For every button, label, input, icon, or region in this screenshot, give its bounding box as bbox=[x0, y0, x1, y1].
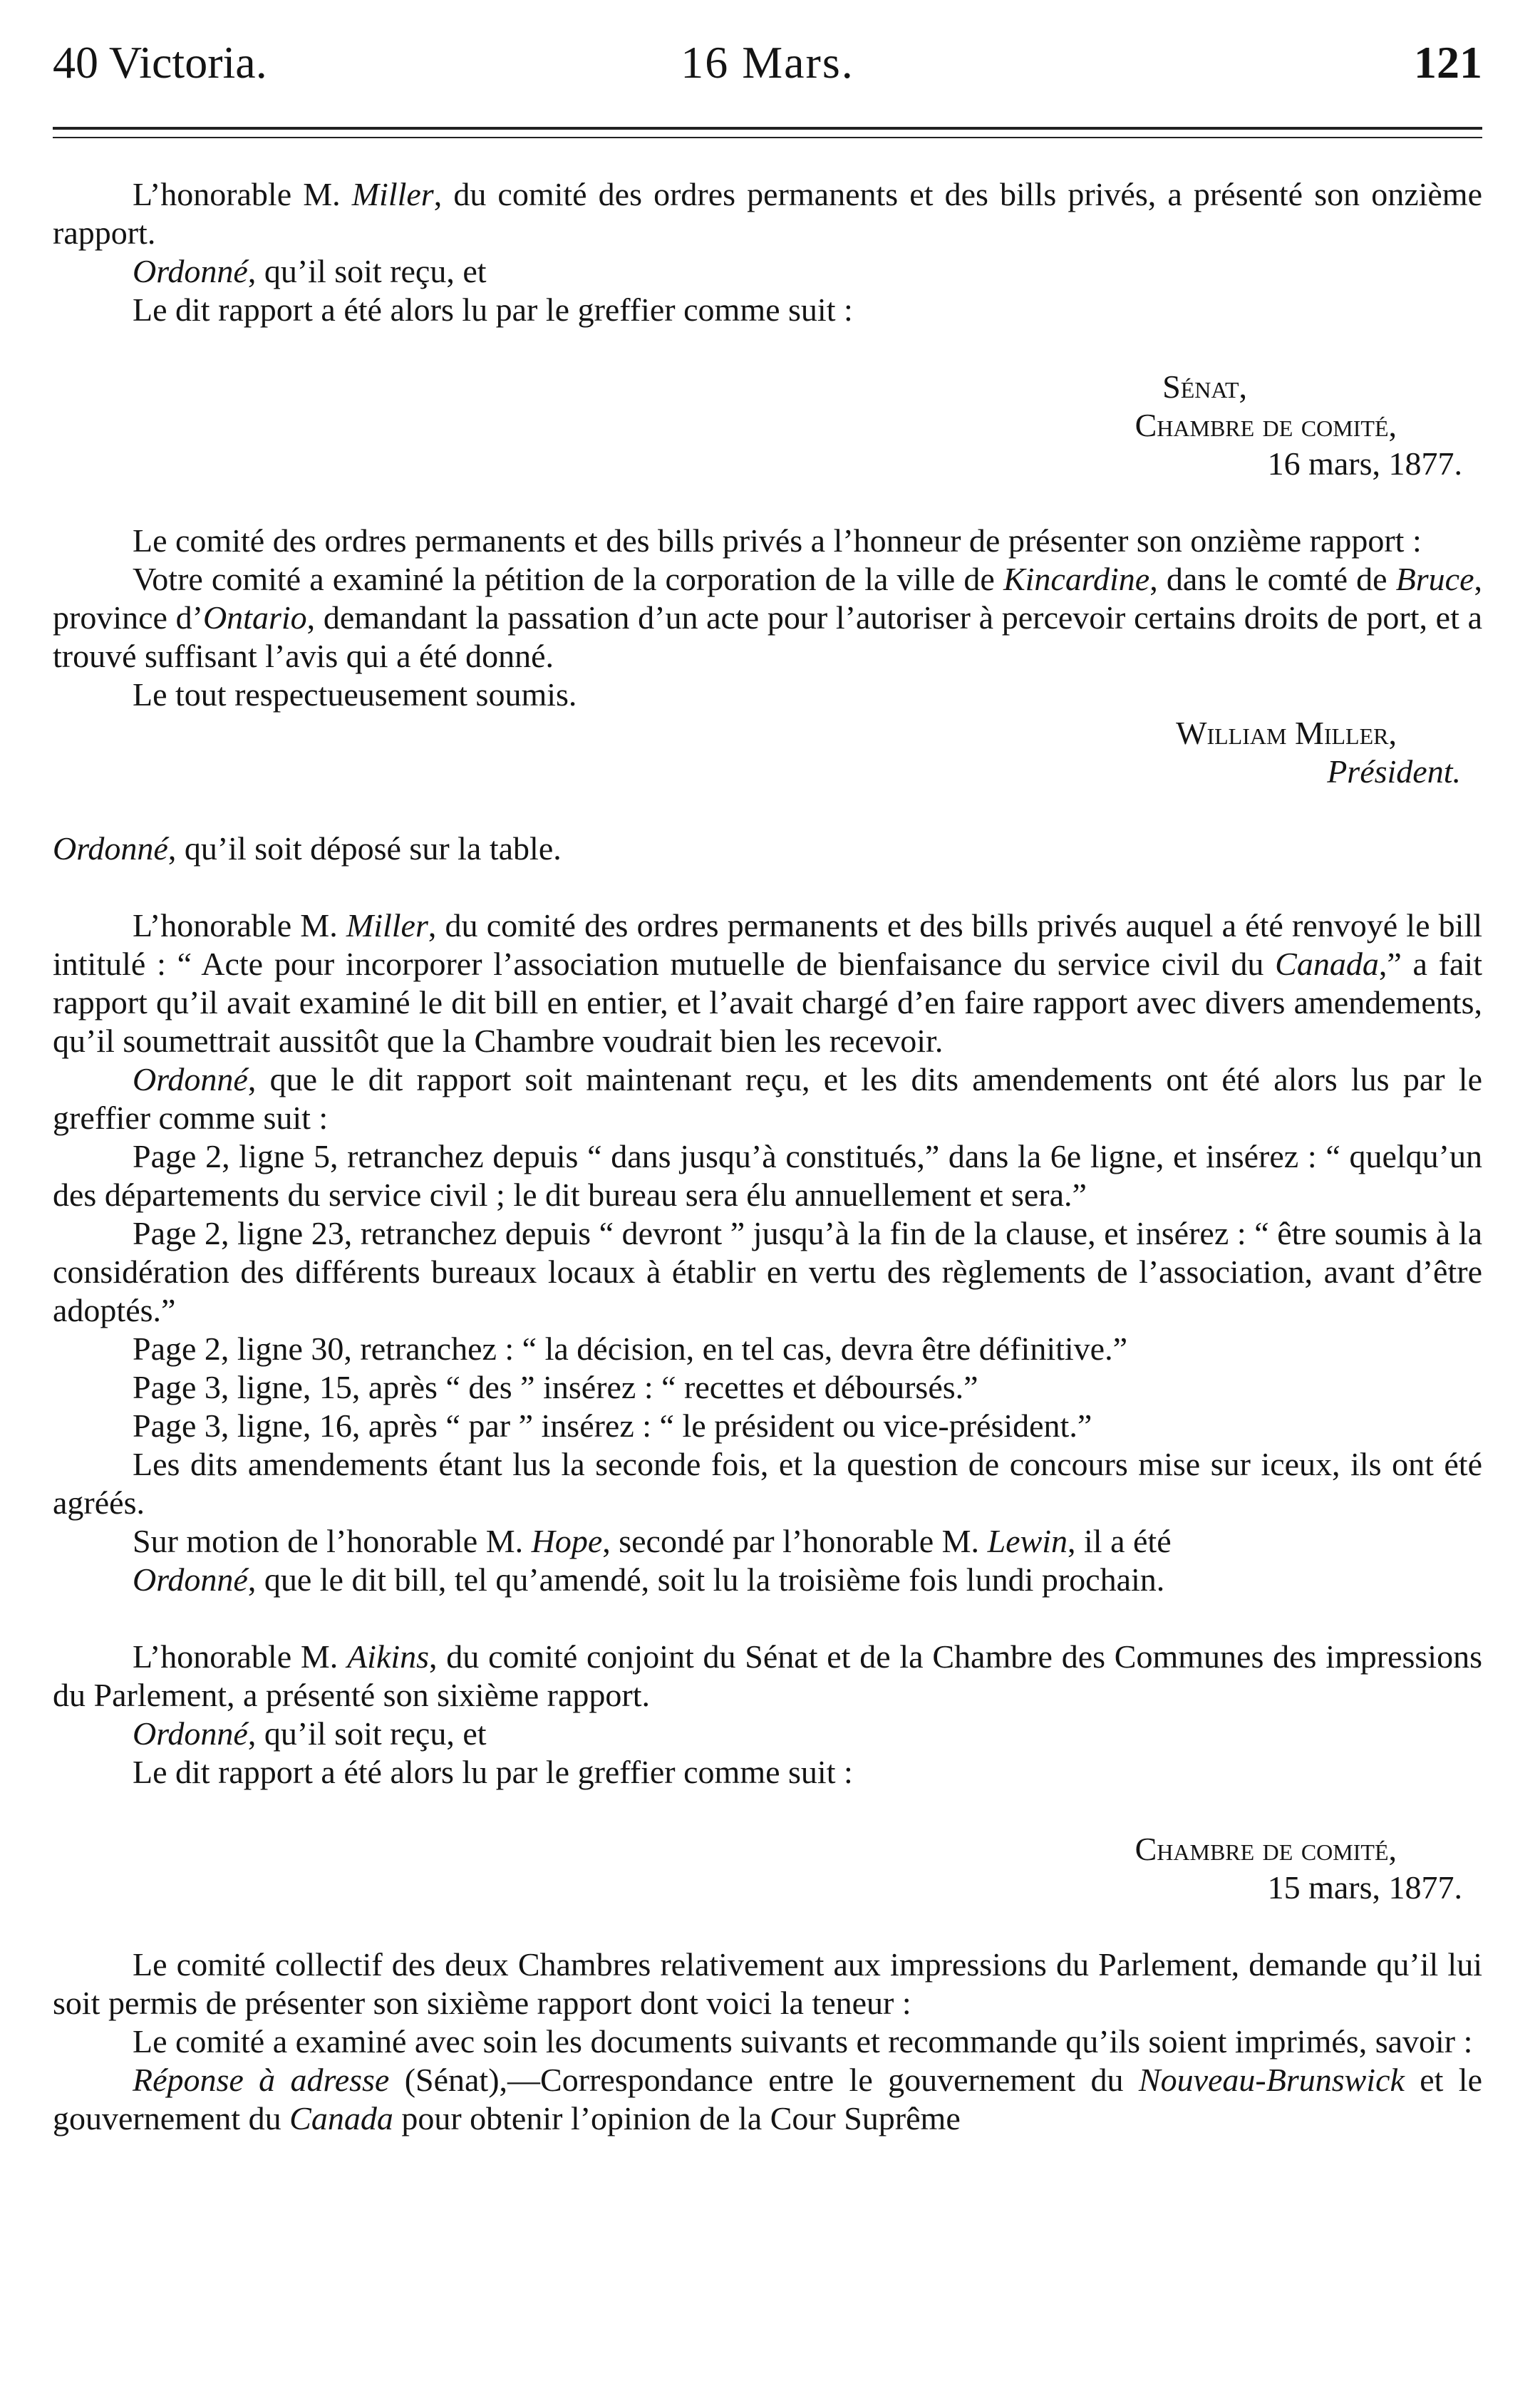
paragraph-ordered-tabled: Ordonné, qu’il soit déposé sur la table. bbox=[53, 830, 562, 867]
amendment-page2-line23: Page 2, ligne 23, retranchez depuis “ devront ” jusqu’à la fin de la clause, et insérez : “ être soumis à la considération des différents bureaux locaux à établir en vertu des règlements de l’association, avant d’être adoptés.” bbox=[53, 1215, 1482, 1328]
paragraph-read-by-clerk-2: Le dit rapport a été alors lu par le greffier comme suit : bbox=[133, 1754, 853, 1790]
heading-committee-room-2: Chambre de comité, bbox=[1135, 1831, 1397, 1867]
paragraph-committee-eleventh-report: Le comité des ordres permanents et des bills privés a l’honneur de présenter son onzième rapport : bbox=[133, 522, 1422, 559]
paragraph-third-reading: Ordonné, que le dit bill, tel qu’amendé, soit lu la troisième fois lundi prochain. bbox=[133, 1561, 1165, 1598]
header-date: 16 Mars. bbox=[681, 37, 854, 88]
paragraph-amendments-read: Ordonné, que le dit rapport soit maintenant reçu, et les dits amendements ont été alors lus par le greffier comme suit : bbox=[53, 1061, 1482, 1136]
header-session: 40 Victoria. bbox=[53, 37, 267, 88]
amendment-page2-line5: Page 2, ligne 5, retranchez depuis “ dans jusqu’à constitués,” dans la 6e ligne, et insérez : “ quelqu’un des départements du service civil ; le dit bureau sera élu annuellement et sera.” bbox=[53, 1138, 1482, 1213]
amendment-page2-line30: Page 2, ligne 30, retranchez : “ la décision, en tel cas, devra être définitive.” bbox=[133, 1330, 1127, 1367]
signature-role: Président. bbox=[1327, 753, 1461, 790]
paragraph-kincardine-petition: Votre comité a examiné la pétition de la corporation de la ville de Kincardine, dans le comté de Bruce, province d’Ontario, demandant la passation d’un acte pour l’autoriser à percevoir certains droits de port, et a trouvé suffisant l’avis qui a été donné. bbox=[53, 561, 1482, 674]
signature-block bbox=[53, 714, 1482, 791]
signature-name: William Miller, bbox=[1176, 715, 1397, 751]
paragraph-motion: Sur motion de l’honorable M. Hope, secondé par l’honorable M. Lewin, il a été bbox=[133, 1523, 1172, 1559]
amendment-page3-line16: Page 3, ligne, 16, après “ par ” insérez : “ le président ou vice-président.” bbox=[133, 1407, 1092, 1444]
page-header bbox=[53, 34, 1482, 91]
header-rule-thick bbox=[53, 127, 1482, 130]
heading-date-2: 15 mars, 1877. bbox=[1267, 1869, 1462, 1906]
paragraph-bill-report: L’honorable M. Miller, du comité des ordres permanents et des bills privés auquel a été renvoyé le bill intitulé : “ Acte pour incorporer l’association mutuelle de bienfaisance du service civil du Canada,” a fait rapport qu’il avait examiné le dit bill en entier, et l’avait chargé d’en faire rapport avec divers amendements, qu’il soumettrait aussitôt que la Chambre voudrait bien les recevoir. bbox=[53, 907, 1482, 1059]
document-body bbox=[53, 175, 1482, 2138]
paragraph-amendments-agreed: Les dits amendements étant lus la seconde fois, et la question de concours mise sur iceux, ils ont été agréés. bbox=[53, 1446, 1482, 1521]
heading-committee-room: Chambre de comité, bbox=[1135, 407, 1397, 443]
amendment-page3-line15: Page 3, ligne, 15, après “ des ” insérez : “ recettes et déboursés.” bbox=[133, 1369, 978, 1405]
paragraph-respectfully-submitted: Le tout respectueusement soumis. bbox=[133, 676, 577, 713]
paragraph-reply-to-address: Réponse à adresse (Sénat),—Correspondance entre le gouvernement du Nouveau-Brunswick et le gouvernement du Canada pour obtenir l’opinion de la Cour Suprême bbox=[53, 2062, 1482, 2136]
paragraph-ordered-received: Ordonné, qu’il soit reçu, et bbox=[133, 253, 487, 289]
paragraph-aikins-report: L’honorable M. Aikins, du comité conjoint du Sénat et de la Chambre des Communes des impressions du Parlement, a présenté son sixième rapport. bbox=[53, 1638, 1482, 1713]
report-heading-senate bbox=[53, 368, 1482, 483]
report-heading-committee bbox=[53, 1830, 1482, 1907]
heading-senate: Sénat, bbox=[1162, 368, 1247, 405]
paragraph-ordered-received-2: Ordonné, qu’il soit reçu, et bbox=[133, 1715, 487, 1752]
paragraph-read-by-clerk: Le dit rapport a été alors lu par le greffier comme suit : bbox=[133, 291, 853, 328]
header-page-number: 121 bbox=[1414, 37, 1482, 88]
paragraph-joint-committee-sixth-report: Le comité collectif des deux Chambres relativement aux impressions du Parlement, demande qu’il lui soit permis de présenter son sixième rapport dont voici la teneur : bbox=[53, 1946, 1482, 2021]
heading-date: 16 mars, 1877. bbox=[1267, 445, 1462, 482]
paragraph-miller-report: L’honorable M. Miller, du comité des ordres permanents et des bills privés, a présenté son onzième rapport. bbox=[53, 176, 1482, 251]
header-rule-thin bbox=[53, 137, 1482, 138]
paragraph-documents-examined: Le comité a examiné avec soin les documents suivants et recommande qu’ils soient imprimés, savoir : bbox=[133, 2023, 1473, 2060]
